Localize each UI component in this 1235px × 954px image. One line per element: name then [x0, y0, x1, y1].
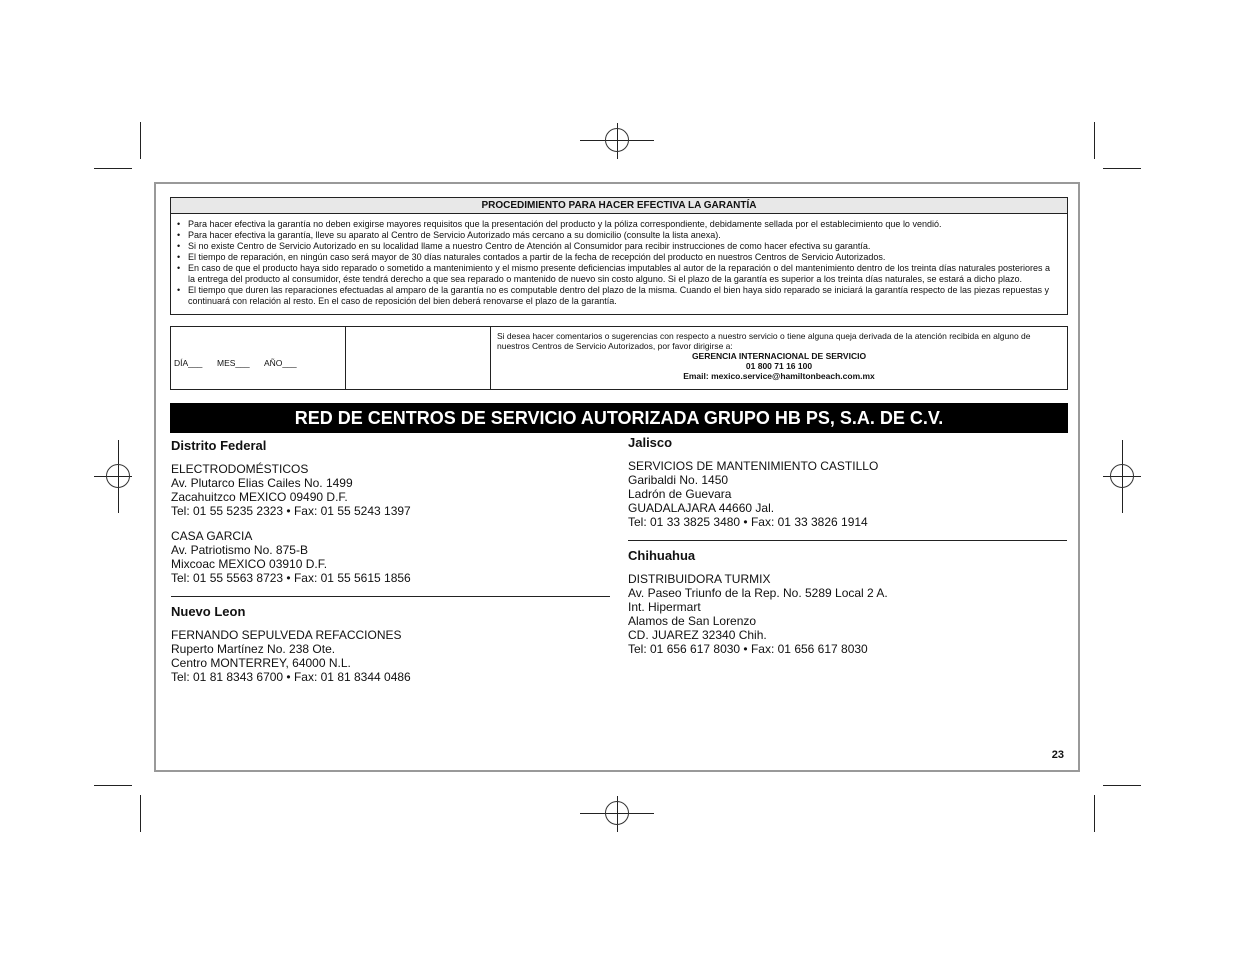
- center-city: Centro MONTERREY, 64000 N.L.: [171, 656, 351, 670]
- year-field: AÑO___: [264, 358, 297, 368]
- crop-mark: [1103, 168, 1141, 169]
- crop-mark: [94, 168, 132, 169]
- center-address-2: Int. Hipermart: [628, 600, 701, 614]
- right-column: [628, 435, 1067, 667]
- center-phone: Tel: 01 81 8343 6700 • Fax: 01 81 8344 0486: [171, 670, 411, 684]
- center-phone: Tel: 01 55 5235 2323 • Fax: 01 55 5243 1397: [171, 504, 411, 518]
- center-phone: Tel: 01 55 5563 8723 • Fax: 01 55 5615 1856: [171, 571, 411, 585]
- list-item: • El tiempo que duren las reparaciones efectuadas al amparo de la garantía no es computable dentro del plazo de la misma. Cuando el bien haya sido reparado se iniciará la garantía respecto de las piezas repuestas y continuará con relación al resto. En el caso de reposición del bien deberá renovarse el plazo de la garantía.: [188, 285, 1059, 307]
- center-address: Av. Paseo Triunfo de la Rep. No. 5289 Local 2 A.: [628, 586, 888, 600]
- crop-mark: [1094, 795, 1095, 832]
- crop-mark: [1103, 785, 1141, 786]
- procedure-list: [171, 214, 1067, 314]
- list-item: • Si no existe Centro de Servicio Autorizado en su localidad llame a nuestro Centro de Atención al Consumidor para recibir instrucciones de como hacer efectiva su garantía.: [188, 241, 1059, 252]
- contact-department: GERENCIA INTERNACIONAL DE SERVICIO: [691, 351, 867, 361]
- center-city: GUADALAJARA 44660 Jal.: [628, 501, 775, 515]
- center-address: Av. Patriotismo No. 875-B: [171, 543, 308, 557]
- service-center-entry: [628, 459, 1067, 529]
- procedure-title: PROCEDIMIENTO PARA HACER EFECTIVA LA GARANTÍA: [171, 198, 1067, 214]
- contact-cell: [491, 327, 1067, 389]
- stamp-cell: [346, 327, 491, 389]
- date-cell: [171, 327, 346, 389]
- date-contact-row: [170, 326, 1068, 390]
- contact-intro: Si desea hacer comentarios o sugerencias con respecto a nuestro servicio o tiene alguna queja derivada de la atención recibida en alguno de nuestros Centros de Servicio Autorizados, por favor dirigirse a:: [497, 331, 1031, 351]
- center-name: DISTRIBUIDORA TURMIX: [628, 572, 771, 586]
- crop-mark: [94, 785, 132, 786]
- center-address: Ruperto Martínez No. 238 Ote.: [171, 642, 336, 656]
- center-name: FERNANDO SEPULVEDA REFACCIONES: [171, 628, 402, 642]
- list-item: • En caso de que el producto haya sido reparado o sometido a mantenimiento y el mismo presente deficiencias imputables al autor de la reparación o del mantenimiento dentro de los treinta días naturales posteriores a la entrega del producto al consumidor, éste tendrá derecho a que sea reparado o mantenido de nuevo sin costo alguno. Si el plazo de la garantía es superior a los treinta días naturales, se estará a dicho plazo.: [188, 263, 1059, 285]
- registration-circle-icon: [106, 464, 130, 488]
- registration-circle-icon: [605, 801, 629, 825]
- list-item: • El tiempo de reparación, en ningún caso será mayor de 30 días naturales contados a partir de la fecha de recepción del producto en nuestros Centros de Servicio Autorizados.: [188, 252, 1059, 263]
- service-center-entry: [171, 529, 610, 585]
- region-heading: Nuevo Leon: [171, 604, 246, 619]
- service-center-entry: [628, 572, 1067, 656]
- center-city: Zacahuitzco MEXICO 09490 D.F.: [171, 490, 348, 504]
- crop-mark: [140, 795, 141, 832]
- contact-phone: 01 800 71 16 100: [745, 361, 813, 371]
- center-phone: Tel: 01 656 617 8030 • Fax: 01 656 617 8030: [628, 642, 868, 656]
- warranty-procedure-box: [170, 197, 1068, 315]
- divider: [628, 540, 1067, 541]
- center-phone: Tel: 01 33 3825 3480 • Fax: 01 33 3826 1914: [628, 515, 868, 529]
- region-heading: Chihuahua: [628, 548, 696, 563]
- left-column: [171, 438, 610, 695]
- center-name: ELECTRODOMÉSTICOS: [171, 462, 309, 476]
- registration-circle-icon: [605, 128, 629, 152]
- region-heading: Jalisco: [628, 435, 673, 450]
- center-city: CD. JUAREZ 32340 Chih.: [628, 628, 767, 642]
- list-item: • Para hacer efectiva la garantía no deben exigirse mayores requisitos que la presentación del producto y la póliza correspondiente, debidamente sellada por el establecimiento que lo vendió.: [188, 219, 1059, 230]
- registration-circle-icon: [1110, 464, 1134, 488]
- region-heading: Distrito Federal: [171, 438, 267, 453]
- list-item: • Para hacer efectiva la garantía, lleve su aparato al Centro de Servicio Autorizado más cercano a su domicilio (consulte la lista anexa).: [188, 230, 1059, 241]
- contact-email: Email: mexico.service@hamiltonbeach.com.mx: [683, 371, 875, 381]
- center-name: SERVICIOS DE MANTENIMIENTO CASTILLO: [628, 459, 879, 473]
- service-center-entry: [171, 462, 610, 518]
- service-center-entry: [171, 628, 610, 684]
- center-neighborhood: Alamos de San Lorenzo: [628, 614, 757, 628]
- center-name: CASA GARCIA: [171, 529, 253, 543]
- service-network-banner: RED DE CENTROS DE SERVICIO AUTORIZADA GRUPO HB PS, S.A. DE C.V.: [170, 403, 1068, 433]
- divider: [171, 596, 610, 597]
- center-neighborhood: Ladrón de Guevara: [628, 487, 732, 501]
- page-frame: [154, 182, 1080, 772]
- day-field: DÍA___: [174, 358, 203, 368]
- month-field: MES___: [217, 358, 250, 368]
- crop-mark: [1094, 122, 1095, 159]
- crop-mark: [140, 122, 141, 159]
- page-number: 23: [1051, 749, 1064, 761]
- center-address: Garibaldi No. 1450: [628, 473, 729, 487]
- center-city: Mixcoac MEXICO 03910 D.F.: [171, 557, 328, 571]
- center-address: Av. Plutarco Elias Cailes No. 1499: [171, 476, 353, 490]
